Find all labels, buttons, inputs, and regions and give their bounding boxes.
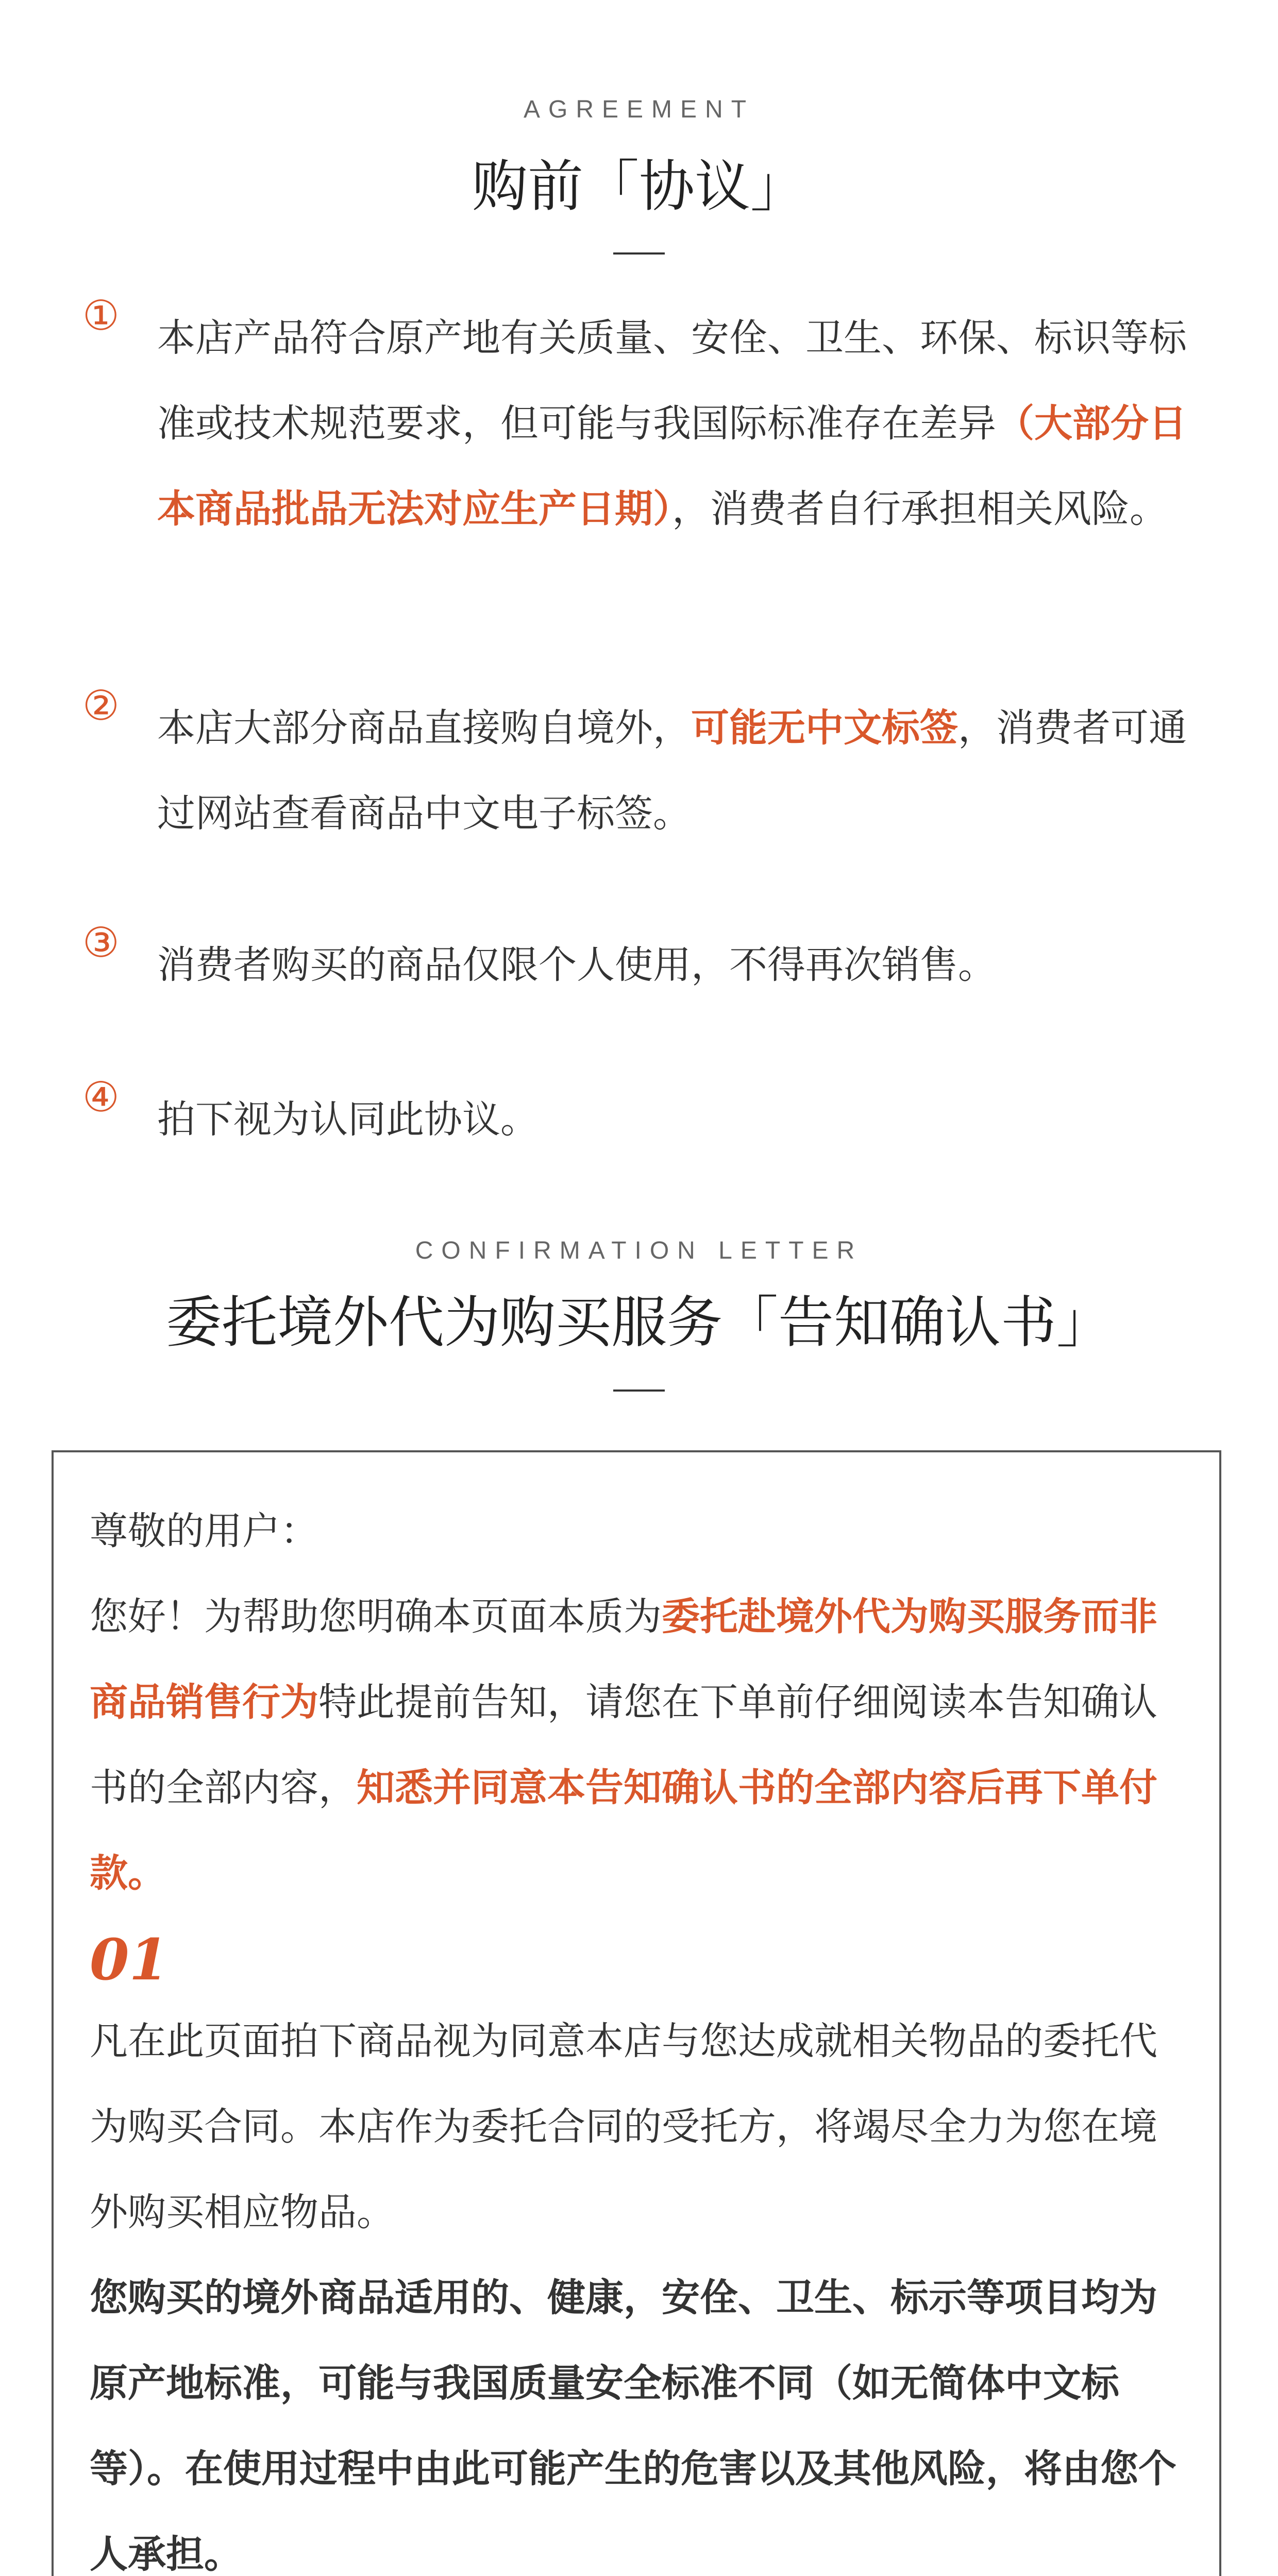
confirmation-letter-box: [52, 1450, 1221, 2576]
item-number: ②: [82, 682, 120, 730]
item-text-part: ，消费者自行承担相关风险。: [672, 487, 1168, 531]
item-text-part: 本店产品符合原产地有关质量、安佺、卫生、环保、标识等标准或技术规范要求，但可能与我国际标准存在差异: [157, 316, 1187, 446]
intro-text-highlight: 知悉并同意本告知确认书的全部内容后再下单付款。: [90, 1766, 1157, 1895]
item-text-part: 本店大部分商品直接购自境外，: [157, 706, 691, 750]
item-text: [157, 295, 1196, 552]
confirmation-divider: [613, 1389, 665, 1392]
item-text-part: 消费者购买的商品仅限个人使用，不得再次销售。: [157, 943, 996, 987]
agreement-title-wrap: [0, 142, 1278, 222]
item-number: ①: [82, 292, 120, 340]
section-text: 凡在此页面拍下商品视为同意本店与您达成就相关物品的委托代为购买合同。本店作为委托合同的受托方，将竭尽全力为您在境外购买相应物品。: [90, 2019, 1157, 2234]
agreement-eyebrow: AGREEMENT: [523, 96, 755, 123]
confirmation-title: 委托境外代为购买服务「告知确认书」: [165, 1291, 1112, 1355]
section-number: 01: [90, 1926, 169, 1993]
letter-intro: [90, 1574, 1182, 1916]
confirmation-eyebrow: CONFIRMATION LETTER: [415, 1237, 863, 1264]
item-text-part: ，消费者可通过网站查看商品中文电子标签。: [157, 706, 1187, 836]
item-text-part: 拍下视为认同此协议。: [157, 1097, 539, 1142]
confirmation-title-wrap: [0, 1278, 1278, 1358]
confirmation-header: [0, 1236, 1278, 1265]
agreement-item-1: [82, 292, 1196, 552]
agreement-divider: [613, 252, 665, 255]
item-text-highlight: （大部分日本商品批品无法对应生产日期）: [157, 401, 1187, 531]
intro-text-part: 特此提前告知，请您在下单前仔细阅读本告知确认书的全部内容，: [90, 1680, 1157, 1810]
agreement-item-4: [82, 1073, 1196, 1162]
agreement-item-3: [82, 919, 1196, 1008]
item-text: [157, 922, 1196, 1008]
agreement-header: [0, 95, 1278, 124]
item-number: ③: [82, 919, 120, 967]
intro-text-part: 您好！为帮助您明确本页面本质为: [90, 1595, 662, 1639]
warning-text: 您购买的境外商品适用的、健康，安佺、卫生、标示等项目均为原产地标准，可能与我国质量安全标准不同（如无简体中文标等）。在使用过程中由此可能产生的危害以及其他风险，将由您个人承担。: [90, 2276, 1176, 2576]
agreement-title: 购前「协议」: [472, 155, 806, 219]
letter-salutation: 尊敬的用户：: [90, 1509, 318, 1553]
item-text: [157, 685, 1196, 856]
item-number: ④: [82, 1073, 120, 1121]
item-text-highlight: 可能无中文标签: [691, 706, 958, 750]
intro-text-highlight: 委托赴境外代为购买服务而非商品销售行为: [90, 1595, 1157, 1724]
letter-content: [90, 1488, 1182, 2576]
agreement-item-2: [82, 682, 1196, 856]
item-text: [157, 1077, 1196, 1162]
